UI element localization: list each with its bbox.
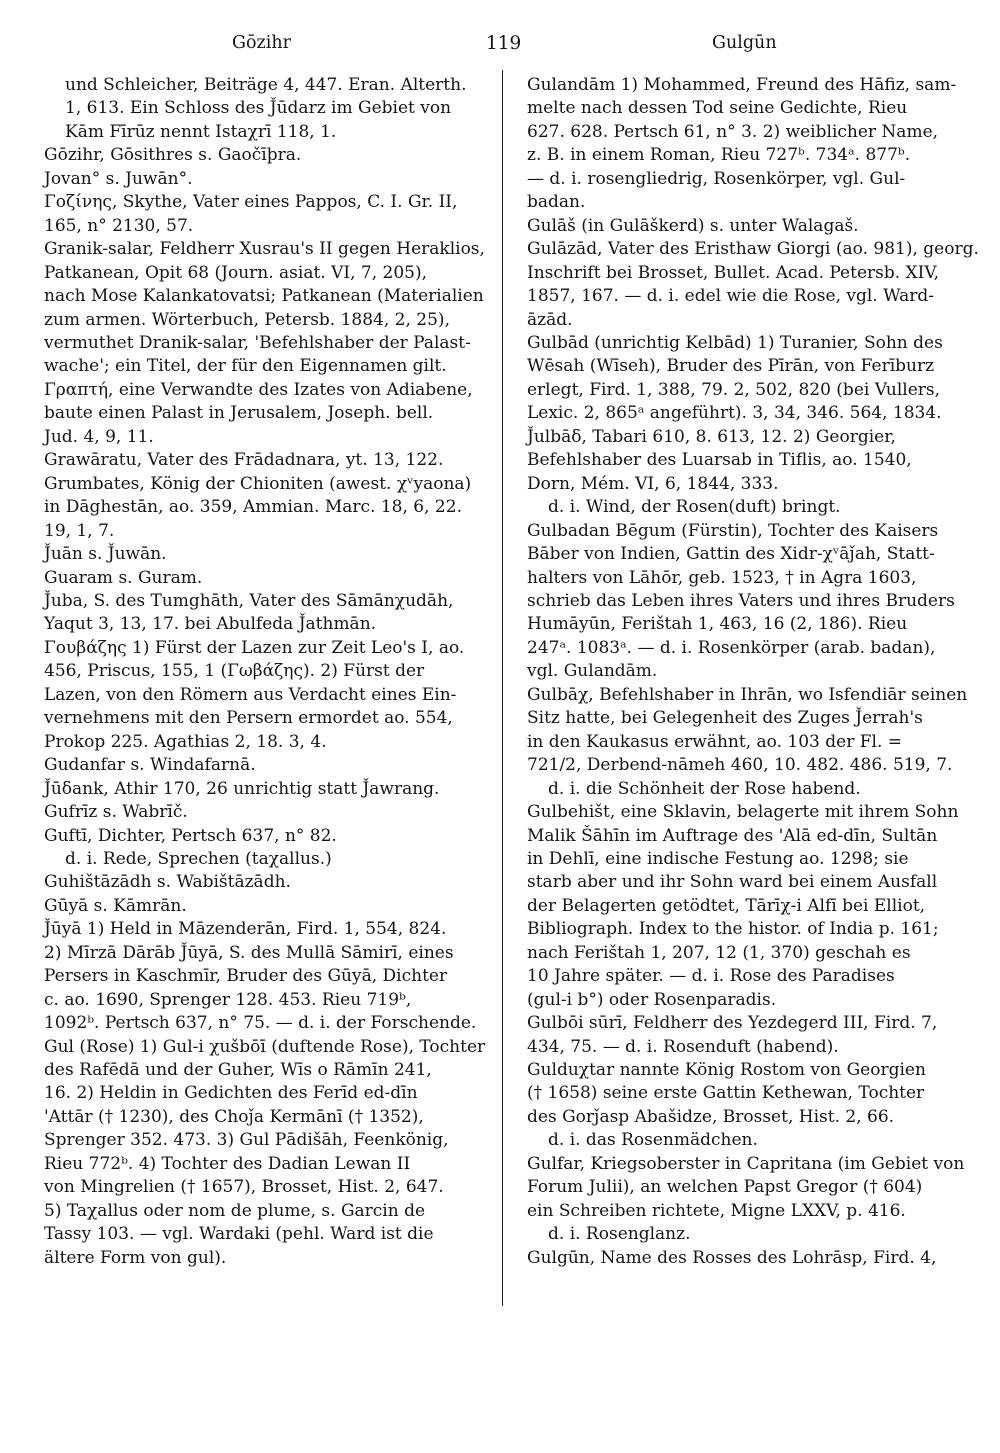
dictionary-entry [527, 520, 965, 684]
dictionary-entry [44, 637, 478, 754]
entry-line: Granik-salar, Feldherr Xusrau's II gegen Heraklios, [44, 239, 485, 260]
entry-line: Patkanean, Opit 68 (Journ. asiat. VI, 7, 205), [44, 262, 427, 283]
entry-line: in den Kaukasus erwähnt, ao. 103 der Fl. = [527, 731, 903, 752]
entry-line: āzād. [527, 309, 573, 330]
entry-line: nach Ferištah 1, 207, 12 (1, 370) geschah es [527, 942, 911, 963]
entry-line: Gulduχtar nannte König Rostom von Georgien [527, 1060, 926, 1081]
entry-line: († 1658) seine erste Gattin Kethewan, Tochter [527, 1083, 925, 1104]
entry-line: Grumbates, König der Chioniten (awest. χᵛyaona) [44, 473, 472, 494]
entry-line: Wēsah (Wīseh), Bruder des Pīrān, von Ferīburz [527, 356, 935, 377]
entry-line: Sprenger 352. 473. 3) Gul Pādišāh, Feenkönig, [44, 1130, 449, 1151]
entry-line: Grawāratu, Vater des Frādadnara, yt. 13, 122. [44, 450, 444, 471]
entry-line: erlegt, Fird. 1, 388, 79. 2, 502, 820 (bei Vullers, [527, 379, 941, 400]
dictionary-entry [44, 238, 485, 379]
entry-line: Rieu 772ᵇ. 4) Tochter des Dadian Lewan II [44, 1153, 411, 1174]
dictionary-entry [44, 918, 478, 1035]
entry-line: und Schleicher, Beiträge 4, 447. Eran. Alterth. [65, 75, 467, 95]
entry-line: in Dāghestān, ao. 359, Ammian. Marc. 18, 6, 22. [44, 497, 462, 518]
entry-line: 1857, 167. — d. i. edel wie die Rose, vgl. Ward- [527, 286, 934, 307]
entry-line: Befehlshaber des Luarsab in Tiflis, ao. 1540, [527, 450, 912, 471]
entry-line: Jud. 4, 9, 11. [44, 426, 154, 447]
entry-line: von Mingrelien († 1657), Brosset, Hist. 2, 647. [44, 1177, 444, 1198]
dictionary-entry [527, 74, 965, 215]
entry-line: Gulbadan Bēgum (Fürstin), Tochter des Kaisers [527, 520, 939, 541]
dictionary-entry [44, 590, 478, 637]
entry-line: 721/2, Derbend-nāmeh 460, 10. 482. 486. 519, 7. [527, 755, 953, 776]
entry-line: Malik Šāhīn im Auftrage des 'Alā ed-dīn, Sultān [527, 825, 938, 846]
entry-line: wache'; ein Titel, der für den Eigennamen gilt. [44, 356, 447, 377]
entry-continuation [44, 74, 478, 144]
dictionary-entry [44, 543, 478, 566]
dictionary-entry [44, 778, 478, 801]
entry-line: J̌uba, S. des Tumghāth, Vater des Sāmānχudāh, [44, 590, 454, 611]
entry-line: — d. i. rosengliedrig, Rosenkörper, vgl. Gul- [527, 168, 906, 189]
entry-line: 627. 628. Pertsch 61, n° 3. 2) weiblicher Name, [527, 121, 939, 142]
entry-line: Gōzihr, Gōsithres s. Gaočīþra. [44, 145, 302, 166]
entry-line: schrieb das Leben ihres Vaters und ihres Bruders [527, 590, 955, 611]
dictionary-entry [44, 895, 478, 918]
header-right-headword: Gulgūn [712, 33, 777, 53]
dictionary-entry [44, 449, 478, 472]
entry-line: Lexic. 2, 865ᵃ angeführt). 3, 34, 346. 564, 1834. [527, 403, 942, 424]
entry-line: des Gorǰasp Abašidze, Brosset, Hist. 2, 66. [527, 1106, 895, 1127]
dictionary-entry [44, 144, 478, 167]
entry-line: Γουβάζης 1) Fürst der Lazen zur Zeit Leo's I, ao. [44, 637, 465, 658]
entry-line: vermuthet Dranik-salar, 'Befehlshaber der Palast- [44, 332, 471, 353]
dictionary-entry [44, 168, 478, 191]
dictionary-entry [527, 1059, 965, 1129]
entry-line: Gulāš (in Gulāškerd) s. unter Walagaš. [527, 215, 859, 236]
entry-line: c. ao. 1690, Sprenger 128. 453. Rieu 719ᵇ, [44, 989, 412, 1010]
etymology-note [527, 1223, 965, 1246]
entry-line: Gulfar, Kriegsoberster in Capritana (im Gebiet von [527, 1153, 965, 1174]
right-column [527, 74, 979, 1270]
entry-line: vgl. Gulandām. [527, 661, 658, 682]
dictionary-entry [527, 1247, 965, 1270]
entry-line: 10 Jahre später. — d. i. Rose des Paradises [527, 966, 895, 987]
entry-line: Guaram s. Guram. [44, 567, 203, 588]
dictionary-entry [44, 379, 478, 449]
entry-line: Kām Fīrūz nennt Istaχrī 118, 1. [65, 121, 337, 142]
running-header [0, 33, 1000, 59]
entry-line: Forum Julii), an welchen Papst Gregor († 604) [527, 1177, 923, 1198]
etymology-note [527, 778, 965, 801]
entry-line: 2) Mīrzā Dārāb J̌ūyā, S. des Mullā Sāmirī, eines [44, 942, 454, 963]
page-number: 119 [486, 33, 522, 54]
entry-line: Tassy 103. — vgl. Wardaki (pehl. Ward ist die [44, 1224, 434, 1245]
dictionary-entry [527, 684, 968, 778]
entry-line: Gulāzād, Vater des Eristhaw Giorgi (ao. 981), georg. [527, 239, 979, 260]
entry-line: J̌ūyā 1) Held in Māzenderān, Fird. 1, 554, 824. [44, 919, 447, 940]
entry-line: Dorn, Mém. VI, 6, 1844, 333. [527, 473, 779, 494]
entry-line: melte nach dessen Tod seine Gedichte, Rieu [527, 98, 908, 119]
entry-line: Gulbāχ, Befehlshaber in Ihrān, wo Isfendiār seinen [527, 684, 968, 705]
dictionary-entry [527, 801, 965, 1012]
entry-line: Humāyūn, Ferištah 1, 463, 16 (2, 186). Rieu [527, 614, 908, 635]
dictionary-entry [527, 238, 979, 332]
entry-line: J̌ulbāδ, Tabari 610, 8. 613, 12. 2) Georgier, [527, 426, 896, 447]
entry-line: ein Schreiben richtete, Migne LXXV, p. 416. [527, 1200, 906, 1221]
entry-line: 16. 2) Heldin in Gedichten des Ferīd ed-dīn [44, 1083, 418, 1104]
entry-line: nach Mose Kalankatovatsi; Patkanean (Materialien [44, 286, 484, 307]
entry-line: Sitz hatte, bei Gelegenheit des Zuges J̌errah's [527, 708, 923, 729]
entry-line: Guftī, Dichter, Pertsch 637, n° 82. [44, 825, 337, 846]
entry-line: Gulandām 1) Mohammed, Freund des Hāfiz, sam- [527, 75, 957, 95]
entry-line: Yaqut 3, 13, 17. bei Abulfeda J̌athmān. [44, 614, 377, 635]
entry-line: 456, Priscus, 155, 1 (Γωβάζης). 2) Fürst der [44, 661, 425, 682]
dictionary-entry [44, 754, 478, 777]
entry-line: ältere Form von gul). [44, 1247, 227, 1268]
dictionary-entry [44, 871, 478, 894]
entry-line: baute einen Palast in Jerusalem, Joseph. bell. [44, 403, 434, 424]
entry-line: Gulbehišt, eine Sklavin, belagerte mit ihrem Sohn [527, 802, 959, 823]
dictionary-entry [44, 825, 478, 848]
dictionary-entry [44, 473, 478, 543]
entry-line: Gulbōi sūrī, Feldherr des Yezdegerd III, Fird. 7, [527, 1013, 938, 1034]
entry-line: Bibliograph. Index to the histor. of India p. 161; [527, 919, 939, 940]
entry-line: J̌ūδank, Athir 170, 26 unrichtig statt J̌awrang. [44, 778, 440, 799]
entry-line: 247ᵃ. 1083ᵃ. — d. i. Rosenkörper (arab. badan), [527, 637, 936, 658]
left-column [44, 74, 486, 1270]
entry-line: Guhištāzādh s. Wabištāzādh. [44, 872, 291, 893]
dictionary-entry [44, 191, 478, 238]
entry-line: badan. [527, 192, 586, 213]
entry-line: vernehmens mit den Persern ermordet ao. 554, [44, 708, 453, 729]
entry-line: 434, 75. — d. i. Rosenduft (habend). [527, 1036, 839, 1057]
entry-line: Jovan° s. Juwān°. [44, 168, 193, 189]
entry-line: 'Attār († 1230), des Choǰa Kermānī († 1352), [44, 1106, 424, 1127]
column-divider [502, 70, 503, 1306]
entry-line: Gufrīz s. Wabrīč. [44, 802, 188, 823]
entry-line: Bāber von Indien, Gattin des Xidr-χᵛāǰah, Statt- [527, 544, 935, 565]
dictionary-entry [527, 1153, 965, 1223]
entry-line: 19, 1, 7. [44, 520, 115, 541]
entry-line: Prokop 225. Agathias 2, 18. 3, 4. [44, 731, 327, 752]
entry-line: Gūyā s. Kāmrān. [44, 895, 187, 916]
entry-line: d. i. die Schönheit der Rose habend. [548, 778, 861, 799]
dictionary-entry [44, 1036, 486, 1271]
entry-line: des Rafēdā und der Guher, Wīs o Rāmīn 241, [44, 1060, 432, 1081]
entry-line: Inschrift bei Brosset, Bullet. Acad. Petersb. XIV, [527, 262, 940, 283]
entry-line: der Belagerten getödtet, Tārīχ-i Alfī bei Elliot, [527, 895, 926, 916]
entry-line: halters von Lāhōr, geb. 1523, † in Agra 1603, [527, 567, 917, 588]
header-left-headword: Gōzihr [232, 33, 291, 53]
entry-line: d. i. Rede, Sprechen (taχallus.) [65, 848, 332, 869]
etymology-note [527, 1129, 965, 1152]
entry-line: Gulgūn, Name des Rosses des Lohrāsp, Fird. 4, [527, 1247, 937, 1268]
entry-line: Γοζίνης, Skythe, Vater eines Pappos, C. I. Gr. II, [44, 192, 458, 213]
dictionary-entry [527, 1012, 965, 1059]
entry-line: 5) Taχallus oder nom de plume, s. Garcin de [44, 1200, 426, 1221]
entry-line: d. i. das Rosenmädchen. [548, 1130, 758, 1151]
entry-line: z. B. in einem Roman, Rieu 727ᵇ. 734ᵃ. 877ᵇ. [527, 145, 911, 166]
dictionary-entry [44, 567, 478, 590]
entry-line: Γραπτή, eine Verwandte des Izates von Adiabene, [44, 379, 473, 400]
etymology-note [527, 496, 965, 519]
entry-line: starb aber und ihr Sohn ward bei einem Ausfall [527, 872, 938, 893]
entry-line: Persers in Kaschmīr, Bruder des Gūyā, Dichter [44, 966, 448, 987]
dictionary-entry [527, 332, 965, 496]
entry-line: Gulbād (unrichtig Kelbād) 1) Turanier, Sohn des [527, 332, 943, 353]
entry-line: J̌uān s. J̌uwān. [44, 544, 167, 565]
entry-line: zum armen. Wörterbuch, Petersb. 1884, 2, 25), [44, 309, 450, 330]
etymology-note [44, 848, 478, 871]
entry-line: 1092ᵇ. Pertsch 637, n° 75. — d. i. der Forschende. [44, 1013, 477, 1034]
entry-line: d. i. Wind, der Rosen(duft) bringt. [548, 497, 841, 518]
entry-line: Gudanfar s. Windafarnā. [44, 755, 256, 776]
entry-line: Gul (Rose) 1) Gul-i χušbōī (duftende Rose), Tochter [44, 1036, 486, 1057]
entry-line: (gul-i b°) oder Rosenparadis. [527, 989, 777, 1010]
entry-line: Lazen, von den Römern aus Verdacht eines Ein- [44, 684, 457, 705]
entry-line: in Dehlī, eine indische Festung ao. 1298; sie [527, 848, 909, 869]
dictionary-entry [527, 215, 965, 238]
dictionary-entry [44, 801, 478, 824]
entry-line: d. i. Rosenglanz. [548, 1224, 691, 1245]
entry-line: 165, n° 2130, 57. [44, 215, 194, 236]
entry-line: 1, 613. Ein Schloss des J̌ūdarz im Gebiet von [65, 98, 452, 119]
